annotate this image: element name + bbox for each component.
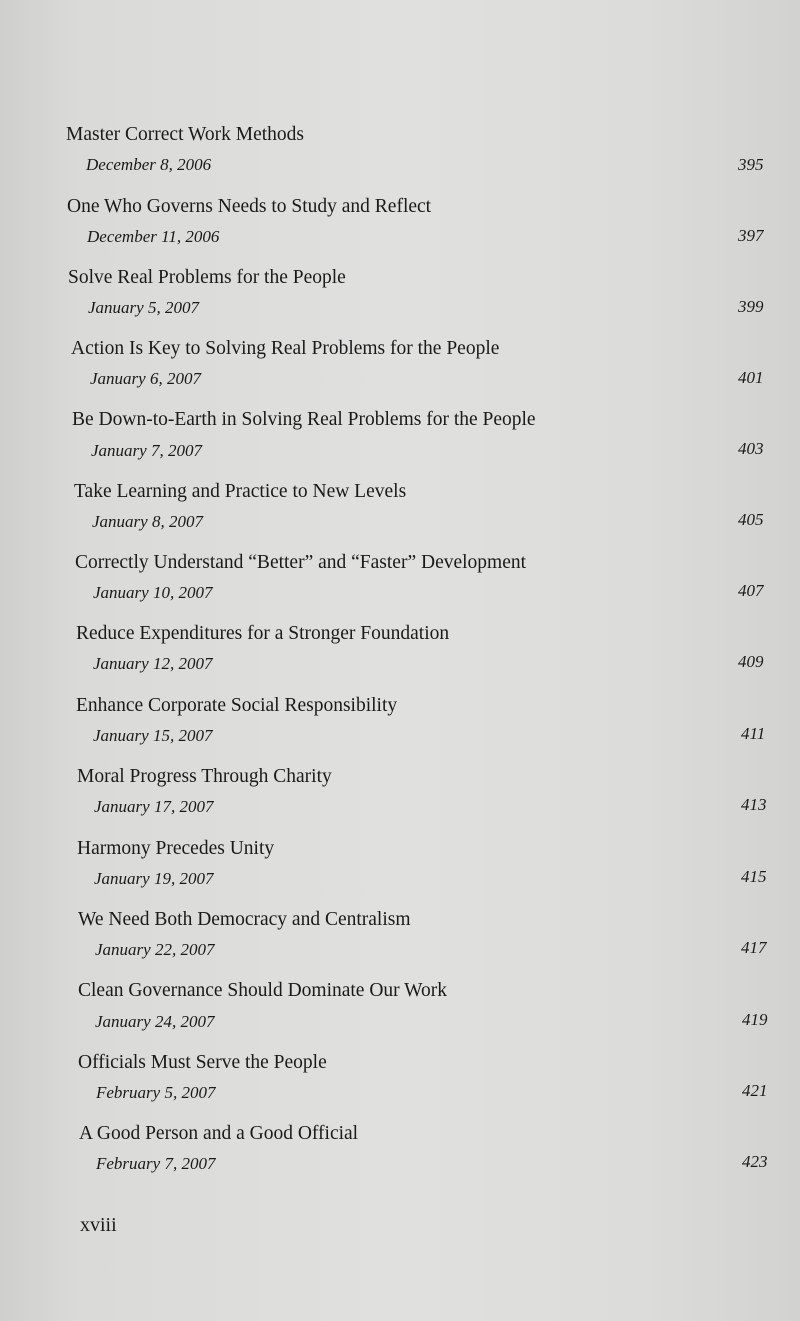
entry-page-number: 407 [738,581,764,600]
entry-title: Moral Progress Through Charity [77,766,332,787]
entry-title: Clean Governance Should Dominate Our Work [78,980,448,1001]
entry-date: January 24, 2007 [95,1012,215,1031]
entry-page-number: 415 [741,867,767,886]
entry-title: Action Is Key to Solving Real Problems for the People [71,338,500,359]
entry-title: Harmony Precedes Unity [77,838,275,859]
entry-title: Master Correct Work Methods [66,124,304,145]
entry-page-number: 413 [741,795,767,814]
entry-page-number: 419 [742,1010,768,1029]
entry-date: January 5, 2007 [88,298,199,317]
entry-date: January 7, 2007 [91,441,202,460]
entry-title: Reduce Expenditures for a Stronger Foundation [76,623,450,644]
entry-title: We Need Both Democracy and Centralism [78,909,411,930]
entry-page-number: 417 [741,938,767,957]
entry-date: January 22, 2007 [95,940,215,959]
entry-date: February 7, 2007 [96,1154,216,1173]
entry-date: December 8, 2006 [86,155,212,174]
entry-title: Officials Must Serve the People [78,1052,327,1073]
entry-date: February 5, 2007 [96,1083,216,1102]
entry-title: Be Down-to-Earth in Solving Real Problems for the People [72,409,536,430]
entry-page-number: 397 [738,226,764,245]
entry-title: One Who Governs Needs to Study and Reflect [67,196,432,217]
entry-title: A Good Person and a Good Official [79,1123,359,1144]
page-folio: xviii [80,1214,117,1236]
entry-date: January 8, 2007 [92,512,203,531]
entry-title: Take Learning and Practice to New Levels [74,481,407,502]
entry-date: January 12, 2007 [93,654,213,673]
entry-page-number: 401 [738,368,764,387]
entry-date: January 6, 2007 [90,369,201,388]
entry-title: Solve Real Problems for the People [68,267,346,288]
entry-date: January 10, 2007 [93,583,213,602]
entry-page-number: 399 [738,297,764,316]
entry-date: January 15, 2007 [93,726,213,745]
entry-page-number: 395 [738,155,764,174]
entry-date: December 11, 2006 [87,227,220,246]
entry-title: Enhance Corporate Social Responsibility [76,695,398,716]
entry-page-number: 421 [742,1081,768,1100]
entry-date: January 17, 2007 [94,797,214,816]
entry-page-number: 423 [742,1152,768,1171]
entry-page-number: 405 [738,510,764,529]
entry-page-number: 409 [738,652,764,671]
entry-title: Correctly Understand “Better” and “Faster” Development [75,552,527,573]
entry-page-number: 403 [738,439,764,458]
entry-page-number: 411 [741,724,766,743]
entry-date: January 19, 2007 [94,869,214,888]
